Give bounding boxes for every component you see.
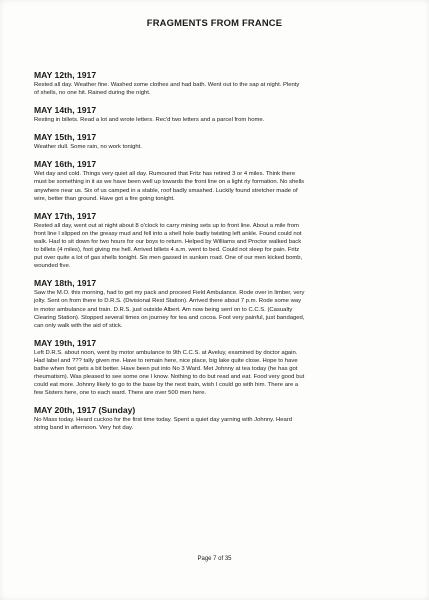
entry-line: Clearing Station). Stopped several times on journey for tea and cocoa. Foot very painful, just bandaged,	[34, 314, 305, 321]
entry-date: MAY 18th, 1917	[34, 278, 97, 289]
entry-line: Had label and ??? tally given me. Have to remain here, nice place, big lake quite close. Hope to have	[34, 357, 298, 364]
entry-text	[34, 222, 400, 271]
entry-text	[34, 170, 400, 202]
entry-date: MAY 14th, 1917	[34, 105, 97, 116]
entry-text	[34, 416, 400, 432]
diary-entry-may-16	[34, 159, 400, 202]
entry-line: No Mass today. Heard cuckoo for the first time today. Spent a quiet day yarning with Johnny. Heard	[34, 417, 293, 424]
document-title: FRAGMENTS FROM FRANCE	[146, 17, 283, 28]
entry-date: MAY 17th, 1917	[34, 210, 97, 221]
entry-date: MAY 15th, 1917	[34, 132, 97, 143]
entry-date: MAY 19th, 1917	[34, 337, 97, 348]
entry-line: few Sisters here, one to each ward. There are over 500 men here.	[34, 390, 207, 397]
entry-line: can only walk with the aid of stick.	[34, 322, 123, 329]
entry-line: in motor ambulance and train. D.R.S. just outside Albert. Am now being sent on to C.C.S. (Casualty	[34, 306, 293, 313]
entry-line: could eat more. Johnny likely to go to the base by the next train, wish I could go with him. There are a	[34, 382, 299, 389]
entry-line: front line I slipped on the greasy mud and fell into a shell hole badly twisting left ankle. Found could not	[34, 230, 302, 237]
entry-text	[34, 81, 400, 97]
entry-date: MAY 16th, 1917	[34, 159, 97, 170]
page-number: Page 7 of 35	[197, 556, 232, 562]
entry-line: to billets (4 miles), foot giving me hell. Arrived billets 4 a.m. went to bed. Could not sleep for pain. Fritz	[34, 247, 300, 254]
entry-line: Weather dull. Some rain, no work tonight.	[34, 144, 142, 151]
entry-line: Rested all day. Weather fine. Washed some clothes and had bath. Went out to the sap at night. Plenty	[34, 82, 300, 88]
diary-entry-may-17	[34, 211, 400, 271]
entry-line: Wet day and cold. Things very quiet all day. Rumoured that Fritz has retired 3 or 4 miles. Think there	[34, 171, 296, 178]
diary-entry-may-18	[34, 278, 400, 329]
entry-line: Resting in billets. Read a lot and wrote letters. Rec'd two letters and a parcel from home.	[34, 117, 265, 124]
entry-text	[34, 143, 400, 151]
entry-line: wire, better than ground. Have got a fire going tonight.	[34, 195, 175, 202]
diary-entries	[34, 70, 400, 441]
entry-line: of shells, no one hit. Rained during the night.	[34, 90, 151, 97]
entry-line: Rested all day, went out at night about 8 o'clock to carry mining sets up to front line. About a mile from	[34, 222, 299, 229]
entry-text	[34, 289, 400, 329]
entry-date: MAY 12th, 1917	[34, 70, 97, 80]
entry-line: Saw the M.O. this morning, had to get my pack and proceed Field Ambulance. Rode over in limber, very	[34, 290, 305, 297]
entry-line: walk. Had to sit down for two hours for our boys to return. Helped by Williams and Proctor walked back	[34, 238, 302, 245]
entry-line: Left D.R.S. about noon, went by motor ambulance to 9th C.C.S. at Aveluy, examined by doctor again.	[34, 349, 298, 356]
diary-entry-may-20	[34, 405, 400, 432]
entry-date: MAY 20th, 1917 (Sunday)	[34, 405, 136, 416]
entry-line: put over quite a lot of gas shells tonight. Six men gassed in sunken road. One of our men kicked bomb,	[34, 255, 303, 262]
diary-entry-may-19	[34, 338, 400, 398]
entry-line: wounded five.	[34, 263, 71, 270]
entry-line: bathe when foot gets a bit better. Have been put into No 3 Ward. Met Johnny at tea today (he has got	[34, 365, 298, 372]
entry-line: jolty. Sent on from there to D.R.S. (Divisional Rest Station). Arrived there about 7 p.m. Rode some way	[34, 298, 302, 305]
entry-line: rheumatism). Was pleased to see some one I know. Nothing to do but read and eat. Food very good but	[34, 374, 305, 381]
entry-line: anywhere near us. Six of us camped in a stable, roof badly smashed. Luckily found stretcher made of	[34, 187, 298, 194]
diary-entry-may-15	[34, 132, 400, 151]
entry-text	[34, 349, 400, 398]
entry-line: must be something in it as we have been well up towards the front line on a light rly formation. No shells	[34, 179, 305, 186]
entry-line: string band in afternoon. Very hot day.	[34, 425, 134, 432]
entry-text	[34, 116, 400, 124]
diary-entry-may-14	[34, 105, 400, 124]
diary-entry-may-12	[34, 70, 400, 97]
